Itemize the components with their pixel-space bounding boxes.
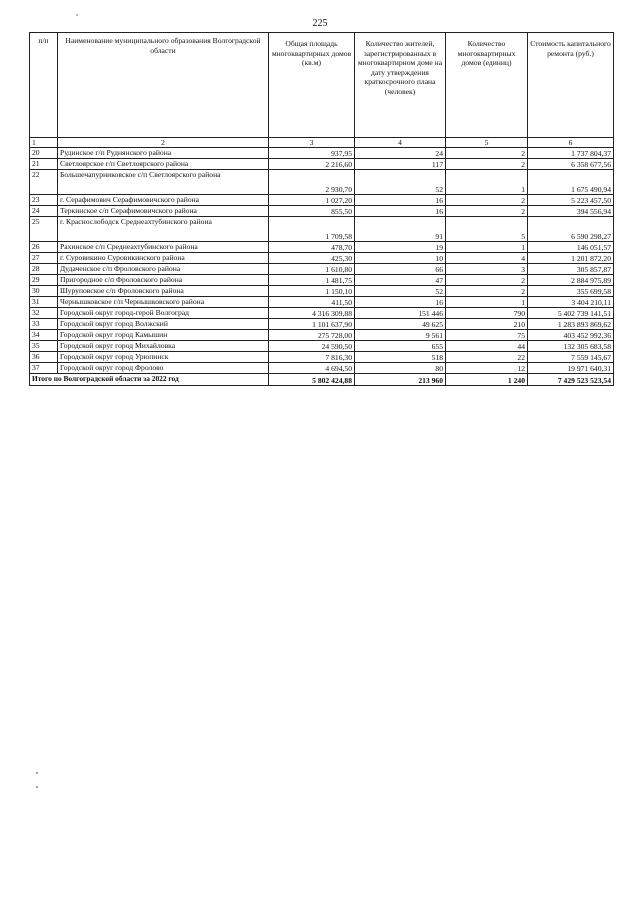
capital-repair-table — [29, 32, 614, 386]
row-houses: 2 — [446, 159, 528, 170]
total-residents: 213 960 — [355, 374, 446, 386]
row-residents: 16 — [355, 206, 446, 217]
row-houses: 12 — [446, 363, 528, 374]
row-municipality: Городской округ город-герой Волгоград — [58, 308, 269, 319]
column-number: 3 — [269, 138, 355, 148]
row-municipality: Чернышковское г/п Чернышковского района — [58, 297, 269, 308]
row-houses: 5 — [446, 217, 528, 242]
row-municipality: Рудинское г/п Руднянского района — [58, 148, 269, 159]
column-number: 5 — [446, 138, 528, 148]
row-residents: 9 561 — [355, 330, 446, 341]
table-row — [30, 217, 614, 242]
row-houses: 3 — [446, 264, 528, 275]
scan-speck — [36, 786, 38, 788]
table-row — [30, 159, 614, 170]
row-municipality: Городской округ город Волжский — [58, 319, 269, 330]
header-area: Общая площадь многоквартирных домов (кв.м) — [269, 33, 355, 138]
row-index: 35 — [30, 341, 58, 352]
row-cost: 19 971 640,31 — [528, 363, 614, 374]
total-houses: 1 240 — [446, 374, 528, 386]
column-number: 1 — [30, 138, 58, 148]
row-area: 1 150,10 — [269, 286, 355, 297]
row-residents: 117 — [355, 159, 446, 170]
row-cost: 5 223 457,50 — [528, 195, 614, 206]
row-residents: 49 625 — [355, 319, 446, 330]
row-residents: 91 — [355, 217, 446, 242]
row-index: 23 — [30, 195, 58, 206]
row-residents: 655 — [355, 341, 446, 352]
row-area: 1 481,75 — [269, 275, 355, 286]
table-row — [30, 286, 614, 297]
row-residents: 47 — [355, 275, 446, 286]
header-row — [30, 33, 614, 138]
row-area: 478,70 — [269, 242, 355, 253]
table-row — [30, 319, 614, 330]
total-cost: 7 429 523 523,54 — [528, 374, 614, 386]
table-row — [30, 206, 614, 217]
row-cost: 1 201 872,20 — [528, 253, 614, 264]
row-index: 24 — [30, 206, 58, 217]
row-houses: 210 — [446, 319, 528, 330]
row-index: 29 — [30, 275, 58, 286]
row-cost: 6 358 677,56 — [528, 159, 614, 170]
row-index: 31 — [30, 297, 58, 308]
row-cost: 146 051,57 — [528, 242, 614, 253]
table-row — [30, 308, 614, 319]
table-row — [30, 242, 614, 253]
row-municipality: Городской округ город Урюпинск — [58, 352, 269, 363]
row-index: 21 — [30, 159, 58, 170]
row-houses: 75 — [446, 330, 528, 341]
row-residents: 24 — [355, 148, 446, 159]
row-area: 425,30 — [269, 253, 355, 264]
row-cost: 5 402 739 141,51 — [528, 308, 614, 319]
row-cost: 6 590 298,27 — [528, 217, 614, 242]
row-area: 2 216,60 — [269, 159, 355, 170]
row-area: 1 027,20 — [269, 195, 355, 206]
row-cost: 7 559 145,67 — [528, 352, 614, 363]
row-houses: 1 — [446, 170, 528, 195]
row-residents: 518 — [355, 352, 446, 363]
row-municipality: Рахинское с/п Среднеахтубинского района — [58, 242, 269, 253]
row-cost: 2 884 975,89 — [528, 275, 614, 286]
row-index: 33 — [30, 319, 58, 330]
row-index: 30 — [30, 286, 58, 297]
row-area: 1 610,80 — [269, 264, 355, 275]
row-cost: 1 283 893 869,62 — [528, 319, 614, 330]
row-houses: 2 — [446, 195, 528, 206]
row-municipality: Дудаченское с/п Фроловского района — [58, 264, 269, 275]
row-houses: 2 — [446, 148, 528, 159]
total-area: 5 802 424,88 — [269, 374, 355, 386]
row-index: 37 — [30, 363, 58, 374]
row-cost: 3 404 210,11 — [528, 297, 614, 308]
header-municipality: Наименование муниципального образования Волгоградской области — [58, 33, 269, 138]
total-row — [30, 374, 614, 386]
row-houses: 2 — [446, 206, 528, 217]
row-houses: 2 — [446, 275, 528, 286]
row-residents: 52 — [355, 170, 446, 195]
row-residents: 16 — [355, 195, 446, 206]
row-municipality: Городской округ город Камышин — [58, 330, 269, 341]
row-area: 1 709,58 — [269, 217, 355, 242]
row-area: 855,50 — [269, 206, 355, 217]
page-number: 225 — [312, 18, 328, 29]
row-municipality: Теркинское с/п Серафимовичского района — [58, 206, 269, 217]
row-area: 937,95 — [269, 148, 355, 159]
row-area: 2 930,70 — [269, 170, 355, 195]
header-houses: Количество многоквартирных домов (единиц) — [446, 33, 528, 138]
row-index: 22 — [30, 170, 58, 195]
row-area: 1 101 637,90 — [269, 319, 355, 330]
table-row — [30, 253, 614, 264]
row-area: 4 316 309,88 — [269, 308, 355, 319]
table-row — [30, 148, 614, 159]
row-index: 36 — [30, 352, 58, 363]
row-index: 27 — [30, 253, 58, 264]
table-row — [30, 275, 614, 286]
row-cost: 355 699,58 — [528, 286, 614, 297]
row-area: 7 816,30 — [269, 352, 355, 363]
table-row — [30, 363, 614, 374]
row-cost: 1 675 490,94 — [528, 170, 614, 195]
column-number: 4 — [355, 138, 446, 148]
row-houses: 790 — [446, 308, 528, 319]
header-residents: Количество жителей, зарегистрированных в многоквартирном доме на дату утверждения краткосрочного плана (человек) — [355, 33, 446, 138]
total-label: Итого по Волгоградской области за 2022 год — [30, 374, 269, 386]
row-houses: 4 — [446, 253, 528, 264]
row-residents: 151 446 — [355, 308, 446, 319]
scan-speck — [36, 772, 38, 774]
table-row — [30, 264, 614, 275]
row-cost: 1 737 804,37 — [528, 148, 614, 159]
row-index: 32 — [30, 308, 58, 319]
column-number-row — [30, 138, 614, 148]
table-row — [30, 341, 614, 352]
row-index: 25 — [30, 217, 58, 242]
row-municipality: Городской округ город Фролово — [58, 363, 269, 374]
row-houses: 44 — [446, 341, 528, 352]
row-residents: 80 — [355, 363, 446, 374]
table-row — [30, 330, 614, 341]
row-area: 24 590,50 — [269, 341, 355, 352]
table-row — [30, 170, 614, 195]
row-municipality: г. Краснослободск Среднеахтубинского района — [58, 217, 269, 242]
row-cost: 403 452 992,36 — [528, 330, 614, 341]
row-index: 34 — [30, 330, 58, 341]
row-index: 26 — [30, 242, 58, 253]
table-row — [30, 195, 614, 206]
row-area: 275 728,00 — [269, 330, 355, 341]
row-houses: 1 — [446, 242, 528, 253]
row-residents: 66 — [355, 264, 446, 275]
row-houses: 22 — [446, 352, 528, 363]
row-cost: 132 305 683,58 — [528, 341, 614, 352]
row-area: 4 694,50 — [269, 363, 355, 374]
row-index: 20 — [30, 148, 58, 159]
scan-speck — [76, 14, 78, 16]
header-index: п/п — [30, 33, 58, 138]
row-index: 28 — [30, 264, 58, 275]
row-municipality: Шуруповское с/п Фроловского района — [58, 286, 269, 297]
row-cost: 305 857,87 — [528, 264, 614, 275]
row-municipality: г. Серафимович Серафимовичского района — [58, 195, 269, 206]
column-number: 6 — [528, 138, 614, 148]
row-houses: 1 — [446, 297, 528, 308]
column-number: 2 — [58, 138, 269, 148]
row-residents: 16 — [355, 297, 446, 308]
row-municipality: г. Суровикино Суровикинского района — [58, 253, 269, 264]
row-municipality: Пригородное с/п Фроловского района — [58, 275, 269, 286]
header-cost: Стоимость капитального ремонта (руб.) — [528, 33, 614, 138]
row-houses: 2 — [446, 286, 528, 297]
row-area: 411,50 — [269, 297, 355, 308]
row-municipality: Городской округ город Михайловка — [58, 341, 269, 352]
row-cost: 394 556,94 — [528, 206, 614, 217]
row-residents: 19 — [355, 242, 446, 253]
row-municipality: Светлоярское г/п Светлоярского района — [58, 159, 269, 170]
table-row — [30, 352, 614, 363]
row-municipality: Большечапурниковское с/п Светлоярского района — [58, 170, 269, 195]
table-row — [30, 297, 614, 308]
row-residents: 10 — [355, 253, 446, 264]
row-residents: 52 — [355, 286, 446, 297]
